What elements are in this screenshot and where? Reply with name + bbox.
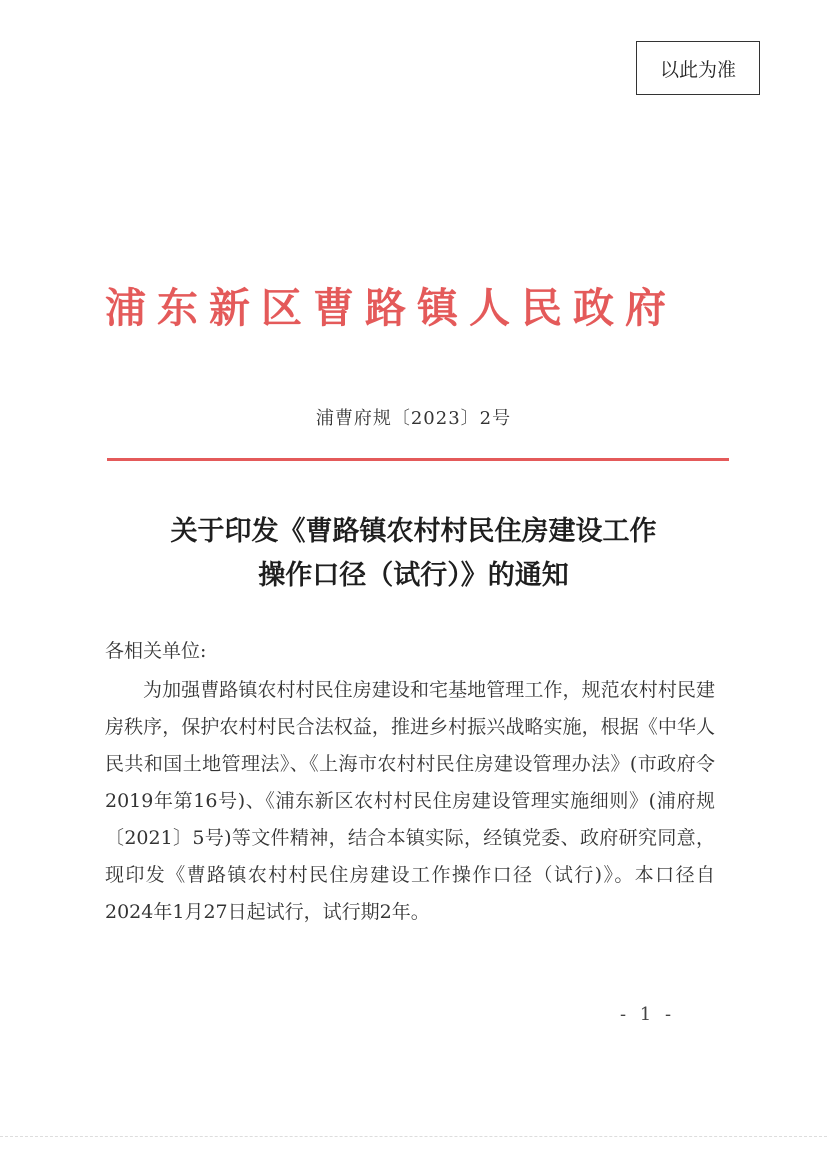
red-header-rule: [107, 458, 729, 461]
notice-title-line-2: 操作口径（试行）》的通知: [258, 560, 569, 591]
scan-edge-line: [0, 1136, 827, 1138]
page-number: - 1 -: [620, 1004, 676, 1025]
notice-title-line-1: 关于印发《曹路镇农村村民住房建设工作: [170, 516, 657, 547]
reference-stamp: 以此为准: [636, 41, 760, 95]
issuing-authority-title: 浦东新区曹路镇人民政府: [105, 284, 677, 332]
notice-title: [0, 510, 827, 598]
document-number: 浦曹府规〔2023〕2号: [315, 408, 512, 429]
salutation: 各相关单位:: [105, 640, 207, 662]
body-paragraph: 为加强曹路镇农村村民住房建设和宅基地管理工作，规范农村村民建房秩序，保护农村村民合法权益，推进乡村振兴战略实施，根据《中华人民共和国土地管理法》、《上海市农村村民住房建设管理办法》(市政府令2019年第16号)、《浦东新区农村村民住房建设管理实施细则》(浦府规〔2021〕5号)等文件精神，结合本镇实际，经镇党委、政府研究同意，现印发《曹路镇农村村民住房建设工作操作口径（试行)》。本口径自2024年1月27日起试行，试行期2年。: [105, 679, 715, 923]
